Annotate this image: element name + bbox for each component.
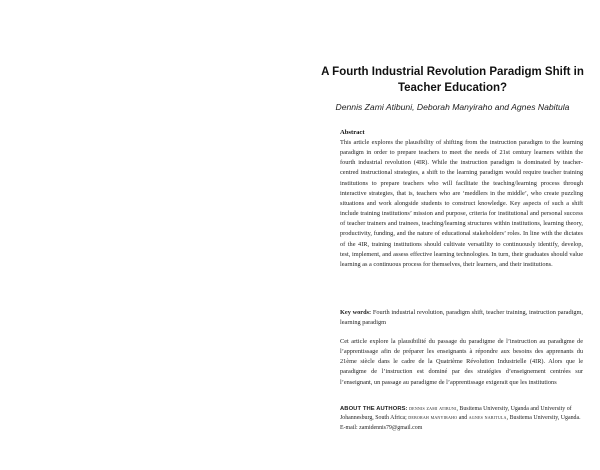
author-name-1: dennis zami atibuni (409, 406, 457, 412)
author-name-2: deborah manyiraho (408, 415, 458, 422)
abstract-text: This article explores the plausibility of shifting from the instruction paradigm to the learning paradigm in order to prepare teachers to meet the needs of 21st century learners within the fourth industrial revolution (4IR). While the instruction paradigm is dominated by teacher-centred instructional strategies, a shift to the learning paradigm would require teacher training institutions to prepare teachers who will facilitate the teaching/learning process through interactive strategies, that is, teachers who are ‘meddlers in the middle’, who create puzzling situations and work alongside students to construct knowledge. Key aspects of such a shift include training institutions’ mission and purpose, criteria for institutional and personal success of teacher trainers and trainees, teaching/learning structures within institutions, learning theory, productivity, funding, and the nature of educational stakeholders’ roles. In line with the dictates of the 4IR, training institutions should cultivate versatility to continuously identify, develop, test, implement, and assess effective learning technologies. In turn, their graduates should value learning as a continuous process for themselves, their learners, and their institutions. (340, 139, 583, 268)
author-affiliation-1: , Busitema University, Uganda and University of Johannesburg, South Africa; (340, 406, 572, 422)
keywords-paragraph (340, 308, 583, 328)
about-the-authors (340, 405, 583, 433)
author-separator: and (457, 415, 469, 422)
keywords-label: Key words: (340, 309, 372, 316)
article-title: A Fourth Industrial Revolution Paradigm Shift in Teacher Education? (321, 66, 584, 94)
about-authors-label: ABOUT THE AUTHORS: (340, 406, 408, 412)
french-abstract-text: Cet article explore la plausibilité du passage du paradigme de l’instruction au paradigme de l’apprentissage afin de préparer les enseignants à répondre aux besoins des apprenants du 21ème siècle dans le cadre de la Quatrième Révolution Industrielle (4IR). Alors que le paradigme de l’instruction est dominé par des stratégies d’enseignement centrées sur l’enseignant, un passage au paradigme de l’apprentissage exigerait que les institutions (340, 338, 583, 386)
keywords-text: Fourth industrial revolution, paradigm shift, teacher training, instruction paradigm, learning paradigm (340, 309, 583, 327)
author-affiliation-3: , Busitema University, Uganda. E-mail: zamidennis79@gmail.com (340, 415, 581, 431)
abstract-heading: Abstract (340, 129, 365, 136)
author-name-3: agnes nabitula (468, 415, 507, 422)
article-authors: Dennis Zami Atibuni, Deborah Manyiraho and Agnes Nabitula (335, 102, 570, 112)
